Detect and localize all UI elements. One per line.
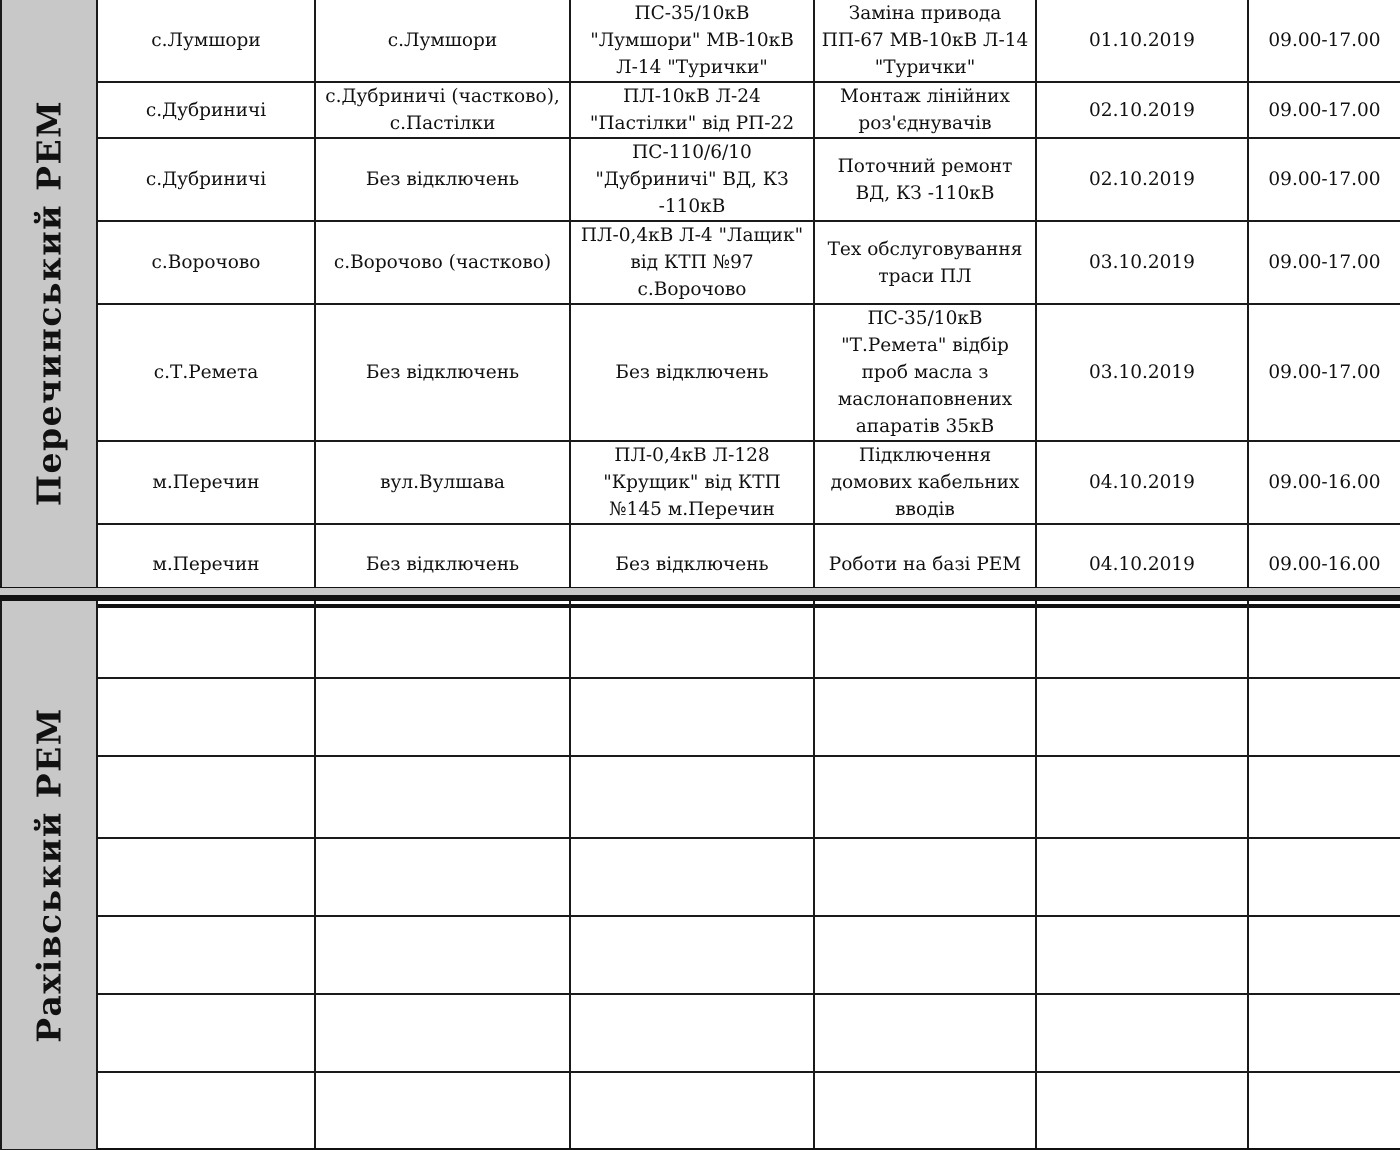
work-cell <box>814 678 1036 756</box>
object-cell <box>570 838 814 916</box>
outage-area-cell <box>315 916 570 994</box>
time-cell <box>1248 1072 1400 1150</box>
settlement-cell <box>97 678 315 756</box>
date-cell <box>1036 600 1248 678</box>
time-cell: 09.00-17.00 <box>1248 138 1400 221</box>
outage-area-cell <box>315 838 570 916</box>
object-cell <box>570 600 814 678</box>
outage-area-cell: с.Ворочово (частково) <box>315 221 570 304</box>
table-row <box>1 916 1400 994</box>
settlement-cell: с.Дубриничі <box>97 138 315 221</box>
work-cell <box>814 994 1036 1072</box>
date-cell: 02.10.2019 <box>1036 138 1248 221</box>
object-cell: ПЛ-0,4кВ Л-4 "Лащик" від КТП №97 с.Ворочово <box>570 221 814 304</box>
object-cell <box>570 994 814 1072</box>
section-divider <box>0 587 1400 598</box>
time-cell: 09.00-16.00 <box>1248 441 1400 524</box>
work-cell: Підключення домових кабельних вводів <box>814 441 1036 524</box>
settlement-cell: с.Дубриничі <box>97 82 315 138</box>
table-row <box>1 441 1400 524</box>
region-label-cell <box>1 0 97 606</box>
work-cell: Тех обслуговування траси ПЛ <box>814 221 1036 304</box>
outage-area-cell: Без відключень <box>315 304 570 441</box>
settlement-cell <box>97 1072 315 1150</box>
table-row <box>1 82 1400 138</box>
date-cell: 01.10.2019 <box>1036 0 1248 82</box>
settlement-cell: м.Перечин <box>97 524 315 606</box>
time-cell <box>1248 756 1400 838</box>
work-cell <box>814 1072 1036 1150</box>
table-row <box>1 678 1400 756</box>
date-cell: 04.10.2019 <box>1036 524 1248 606</box>
time-cell <box>1248 994 1400 1072</box>
table-row <box>1 138 1400 221</box>
settlement-cell <box>97 838 315 916</box>
time-cell <box>1248 916 1400 994</box>
work-cell <box>814 600 1036 678</box>
date-cell <box>1036 756 1248 838</box>
work-cell: Монтаж лінійних роз'єднувачів <box>814 82 1036 138</box>
work-cell <box>814 916 1036 994</box>
work-cell: Заміна привода ПП-67 МВ-10кВ Л-14 "Турички" <box>814 0 1036 82</box>
outage-area-cell: с.Дубриничі (частково), с.Пастілки <box>315 82 570 138</box>
region-label-cell <box>1 600 97 1150</box>
region-label: Перечинський РЕМ <box>29 99 69 506</box>
table-row <box>1 304 1400 441</box>
date-cell <box>1036 838 1248 916</box>
region-label: Рахівський РЕМ <box>29 706 69 1043</box>
outage-area-cell: с.Лумшори <box>315 0 570 82</box>
date-cell <box>1036 1072 1248 1150</box>
work-cell: Роботи на базі РЕМ <box>814 524 1036 606</box>
date-cell <box>1036 994 1248 1072</box>
object-cell <box>570 916 814 994</box>
work-cell <box>814 756 1036 838</box>
outage-area-cell: вул.Вулшава <box>315 441 570 524</box>
object-cell <box>570 756 814 838</box>
settlement-cell <box>97 916 315 994</box>
work-cell: ПС-35/10кВ "Т.Ремета" відбір проб масла з маслонаповнених апаратів 35кВ <box>814 304 1036 441</box>
table-row <box>1 1072 1400 1150</box>
settlement-cell <box>97 994 315 1072</box>
object-cell: ПЛ-0,4кВ Л-128 "Крущик" від КТП №145 м.Перечин <box>570 441 814 524</box>
object-cell <box>570 678 814 756</box>
object-cell: ПС-35/10кВ "Лумшори" МВ-10кВ Л-14 "Турички" <box>570 0 814 82</box>
settlement-cell: с.Т.Ремета <box>97 304 315 441</box>
time-cell <box>1248 678 1400 756</box>
table-row <box>1 600 1400 678</box>
outage-area-cell <box>315 678 570 756</box>
work-cell <box>814 838 1036 916</box>
object-cell: Без відключень <box>570 304 814 441</box>
settlement-cell: с.Ворочово <box>97 221 315 304</box>
table-row <box>1 0 1400 82</box>
time-cell <box>1248 838 1400 916</box>
time-cell: 09.00-17.00 <box>1248 82 1400 138</box>
object-cell: Без відключень <box>570 524 814 606</box>
date-cell: 04.10.2019 <box>1036 441 1248 524</box>
date-cell: 02.10.2019 <box>1036 82 1248 138</box>
outage-area-cell <box>315 600 570 678</box>
outage-area-cell <box>315 756 570 838</box>
time-cell: 09.00-17.00 <box>1248 304 1400 441</box>
date-cell: 03.10.2019 <box>1036 221 1248 304</box>
object-cell: ПЛ-10кВ Л-24 "Пастілки" від РП-22 <box>570 82 814 138</box>
date-cell <box>1036 916 1248 994</box>
settlement-cell: м.Перечин <box>97 441 315 524</box>
time-cell: 09.00-17.00 <box>1248 221 1400 304</box>
time-cell: 09.00-16.00 <box>1248 524 1400 606</box>
rakhiv-section-table <box>0 598 1400 1150</box>
table-row <box>1 756 1400 838</box>
outage-area-cell <box>315 1072 570 1150</box>
table-row <box>1 221 1400 304</box>
date-cell: 03.10.2019 <box>1036 304 1248 441</box>
table-row <box>1 838 1400 916</box>
settlement-cell <box>97 756 315 838</box>
table-row <box>1 994 1400 1072</box>
settlement-cell <box>97 600 315 678</box>
outage-area-cell: Без відключень <box>315 524 570 606</box>
object-cell: ПС-110/6/10 "Дубриничі" ВД, КЗ -110кВ <box>570 138 814 221</box>
settlement-cell: с.Лумшори <box>97 0 315 82</box>
work-cell: Поточний ремонт ВД, КЗ -110кВ <box>814 138 1036 221</box>
time-cell: 09.00-17.00 <box>1248 0 1400 82</box>
time-cell <box>1248 600 1400 678</box>
object-cell <box>570 1072 814 1150</box>
outage-area-cell <box>315 994 570 1072</box>
outage-area-cell: Без відключень <box>315 138 570 221</box>
date-cell <box>1036 678 1248 756</box>
